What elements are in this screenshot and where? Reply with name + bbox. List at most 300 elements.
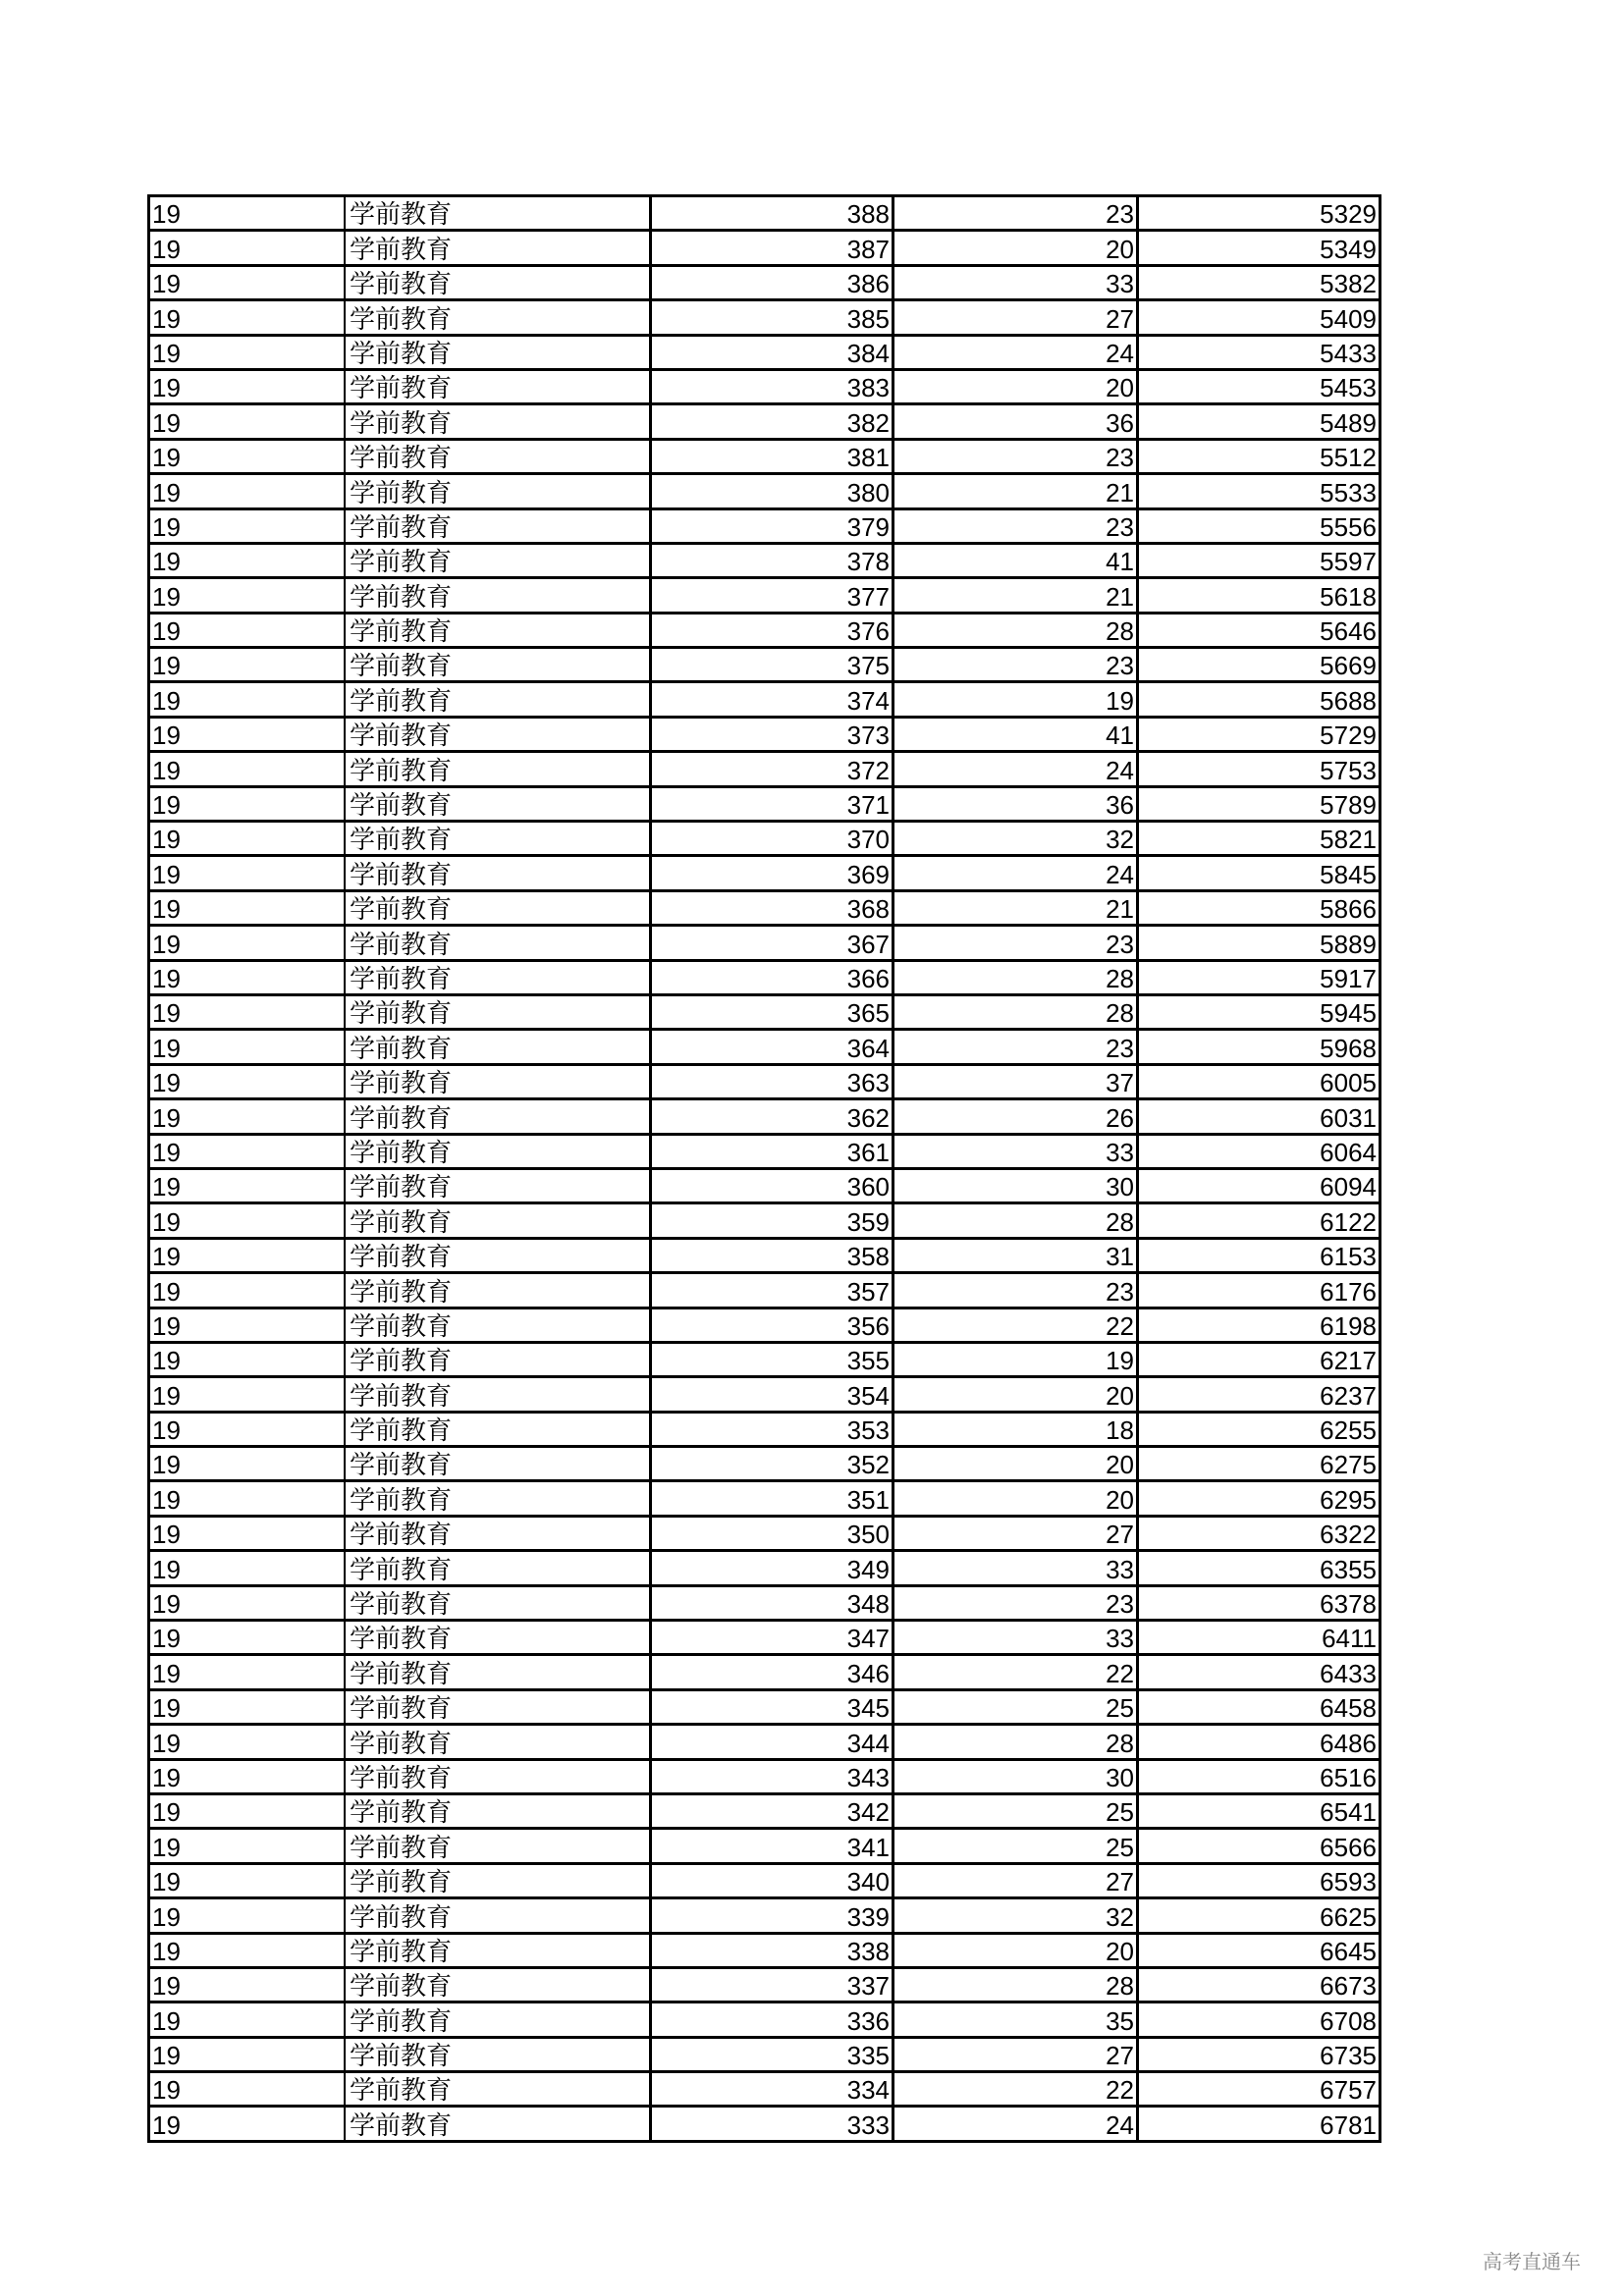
major-cell: 学前教育	[345, 648, 651, 682]
category-cell: 19	[149, 960, 346, 994]
cumulative-cell: 6355	[1138, 1551, 1380, 1585]
cumulative-cell: 6275	[1138, 1447, 1380, 1481]
major-cell: 学前教育	[345, 1168, 651, 1202]
table-row	[149, 1064, 1380, 1098]
table-row	[149, 196, 1380, 231]
table-row	[149, 578, 1380, 613]
major-cell: 学前教育	[345, 1551, 651, 1585]
cumulative-cell: 5618	[1138, 578, 1380, 613]
category-cell: 19	[149, 994, 346, 1029]
category-cell: 19	[149, 1655, 346, 1689]
table-row	[149, 2002, 1380, 2037]
count-cell: 27	[893, 1516, 1138, 1550]
cumulative-cell: 6031	[1138, 1099, 1380, 1134]
category-cell: 19	[149, 1863, 346, 1897]
category-cell: 19	[149, 300, 346, 335]
table-row	[149, 1898, 1380, 1933]
table-row	[149, 1447, 1380, 1481]
table-row	[149, 2107, 1380, 2141]
major-cell: 学前教育	[345, 2072, 651, 2107]
count-cell: 32	[893, 1898, 1138, 1933]
major-cell: 学前教育	[345, 752, 651, 786]
count-cell: 33	[893, 265, 1138, 299]
count-cell: 30	[893, 1168, 1138, 1202]
category-cell: 19	[149, 2037, 346, 2071]
major-cell: 学前教育	[345, 1099, 651, 1134]
table-row	[149, 926, 1380, 960]
cumulative-cell: 6566	[1138, 1829, 1380, 1863]
count-cell: 35	[893, 2002, 1138, 2037]
score-cell: 353	[651, 1412, 893, 1446]
major-cell: 学前教育	[345, 1203, 651, 1238]
table-row	[149, 1168, 1380, 1202]
score-cell: 346	[651, 1655, 893, 1689]
table-row	[149, 1273, 1380, 1308]
category-cell: 19	[149, 508, 346, 543]
cumulative-cell: 6735	[1138, 2037, 1380, 2071]
score-cell: 367	[651, 926, 893, 960]
score-cell: 338	[651, 1933, 893, 1967]
cumulative-cell: 6757	[1138, 2072, 1380, 2107]
table-row	[149, 335, 1380, 369]
cumulative-cell: 6781	[1138, 2107, 1380, 2141]
score-cell: 380	[651, 474, 893, 508]
table-row	[149, 717, 1380, 751]
count-cell: 23	[893, 439, 1138, 473]
category-cell: 19	[149, 369, 346, 403]
major-cell: 学前教育	[345, 335, 651, 369]
table-row	[149, 1342, 1380, 1376]
major-cell: 学前教育	[345, 2107, 651, 2141]
table-row	[149, 1585, 1380, 1620]
count-cell: 41	[893, 717, 1138, 751]
cumulative-cell: 5945	[1138, 994, 1380, 1029]
major-cell: 学前教育	[345, 543, 651, 577]
table-row	[149, 1655, 1380, 1689]
table-row	[149, 1099, 1380, 1134]
table-row	[149, 1308, 1380, 1342]
count-cell: 37	[893, 1064, 1138, 1098]
table-row	[149, 2072, 1380, 2107]
score-cell: 354	[651, 1377, 893, 1412]
major-cell: 学前教育	[345, 1377, 651, 1412]
score-cell: 345	[651, 1689, 893, 1724]
count-cell: 21	[893, 578, 1138, 613]
major-cell: 学前教育	[345, 856, 651, 890]
table-row	[149, 1725, 1380, 1759]
major-cell: 学前教育	[345, 439, 651, 473]
cumulative-cell: 6516	[1138, 1759, 1380, 1793]
cumulative-cell: 6176	[1138, 1273, 1380, 1308]
count-cell: 21	[893, 474, 1138, 508]
count-cell: 18	[893, 1412, 1138, 1446]
score-cell: 347	[651, 1621, 893, 1655]
table-row	[149, 1134, 1380, 1168]
score-cell: 349	[651, 1551, 893, 1585]
count-cell: 20	[893, 1447, 1138, 1481]
major-cell: 学前教育	[345, 1759, 651, 1793]
category-cell: 19	[149, 682, 346, 717]
cumulative-cell: 5382	[1138, 265, 1380, 299]
count-cell: 26	[893, 1099, 1138, 1134]
major-cell: 学前教育	[345, 508, 651, 543]
cumulative-cell: 6005	[1138, 1064, 1380, 1098]
count-cell: 23	[893, 1030, 1138, 1064]
count-cell: 28	[893, 1725, 1138, 1759]
table-row	[149, 231, 1380, 265]
category-cell: 19	[149, 786, 346, 821]
score-cell: 343	[651, 1759, 893, 1793]
score-cell: 334	[651, 2072, 893, 2107]
category-cell: 19	[149, 856, 346, 890]
major-cell: 学前教育	[345, 474, 651, 508]
count-cell: 20	[893, 1377, 1138, 1412]
cumulative-cell: 6198	[1138, 1308, 1380, 1342]
table-row	[149, 404, 1380, 439]
category-cell: 19	[149, 2002, 346, 2037]
category-cell: 19	[149, 1481, 346, 1516]
table-row	[149, 752, 1380, 786]
category-cell: 19	[149, 1273, 346, 1308]
category-cell: 19	[149, 717, 346, 751]
count-cell: 33	[893, 1551, 1138, 1585]
cumulative-cell: 5349	[1138, 231, 1380, 265]
cumulative-cell: 5789	[1138, 786, 1380, 821]
major-cell: 学前教育	[345, 994, 651, 1029]
cumulative-cell: 6322	[1138, 1516, 1380, 1550]
category-cell: 19	[149, 822, 346, 856]
count-cell: 36	[893, 404, 1138, 439]
count-cell: 24	[893, 752, 1138, 786]
score-cell: 371	[651, 786, 893, 821]
major-cell: 学前教育	[345, 1621, 651, 1655]
major-cell: 学前教育	[345, 682, 651, 717]
major-cell: 学前教育	[345, 1898, 651, 1933]
count-cell: 23	[893, 196, 1138, 231]
major-cell: 学前教育	[345, 196, 651, 231]
count-cell: 23	[893, 926, 1138, 960]
table-row	[149, 856, 1380, 890]
score-cell: 379	[651, 508, 893, 543]
score-cell: 364	[651, 1030, 893, 1064]
table-row	[149, 1863, 1380, 1897]
major-cell: 学前教育	[345, 786, 651, 821]
table-row	[149, 786, 1380, 821]
count-cell: 23	[893, 508, 1138, 543]
cumulative-cell: 5688	[1138, 682, 1380, 717]
cumulative-cell: 5729	[1138, 717, 1380, 751]
table-row	[149, 890, 1380, 925]
category-cell: 19	[149, 1203, 346, 1238]
count-cell: 23	[893, 1585, 1138, 1620]
major-cell: 学前教育	[345, 613, 651, 647]
table-row	[149, 1933, 1380, 1967]
category-cell: 19	[149, 2072, 346, 2107]
score-cell: 340	[651, 1863, 893, 1897]
count-cell: 19	[893, 1342, 1138, 1376]
major-cell: 学前教育	[345, 1134, 651, 1168]
count-cell: 22	[893, 2072, 1138, 2107]
table-row	[149, 1030, 1380, 1064]
count-cell: 32	[893, 822, 1138, 856]
category-cell: 19	[149, 474, 346, 508]
table-row	[149, 682, 1380, 717]
score-cell: 372	[651, 752, 893, 786]
major-cell: 学前教育	[345, 1829, 651, 1863]
category-cell: 19	[149, 1759, 346, 1793]
major-cell: 学前教育	[345, 890, 651, 925]
watermark: 高考直通车	[1483, 2252, 1581, 2273]
score-cell: 335	[651, 2037, 893, 2071]
score-cell: 356	[651, 1308, 893, 1342]
cumulative-cell: 5917	[1138, 960, 1380, 994]
major-cell: 学前教育	[345, 1238, 651, 1272]
score-cell: 333	[651, 2107, 893, 2141]
major-cell: 学前教育	[345, 265, 651, 299]
major-cell: 学前教育	[345, 1689, 651, 1724]
count-cell: 36	[893, 786, 1138, 821]
category-cell: 19	[149, 404, 346, 439]
major-cell: 学前教育	[345, 926, 651, 960]
cumulative-cell: 6378	[1138, 1585, 1380, 1620]
category-cell: 19	[149, 648, 346, 682]
major-cell: 学前教育	[345, 300, 651, 335]
table-row	[149, 613, 1380, 647]
count-cell: 27	[893, 300, 1138, 335]
table-row	[149, 1621, 1380, 1655]
score-cell: 369	[651, 856, 893, 890]
score-cell: 374	[651, 682, 893, 717]
major-cell: 学前教育	[345, 1967, 651, 2002]
table-row	[149, 1967, 1380, 2002]
major-cell: 学前教育	[345, 578, 651, 613]
table-row	[149, 1203, 1380, 1238]
count-cell: 24	[893, 2107, 1138, 2141]
cumulative-cell: 6295	[1138, 1481, 1380, 1516]
major-cell: 学前教育	[345, 404, 651, 439]
cumulative-cell: 6625	[1138, 1898, 1380, 1933]
cumulative-cell: 5669	[1138, 648, 1380, 682]
count-cell: 21	[893, 890, 1138, 925]
category-cell: 19	[149, 1621, 346, 1655]
category-cell: 19	[149, 752, 346, 786]
score-cell: 361	[651, 1134, 893, 1168]
cumulative-cell: 5489	[1138, 404, 1380, 439]
major-cell: 学前教育	[345, 1725, 651, 1759]
table-row	[149, 2037, 1380, 2071]
major-cell: 学前教育	[345, 1793, 651, 1828]
cumulative-cell: 5597	[1138, 543, 1380, 577]
category-cell: 19	[149, 2107, 346, 2141]
category-cell: 19	[149, 1377, 346, 1412]
count-cell: 28	[893, 1967, 1138, 2002]
category-cell: 19	[149, 1099, 346, 1134]
count-cell: 25	[893, 1829, 1138, 1863]
count-cell: 20	[893, 231, 1138, 265]
category-cell: 19	[149, 543, 346, 577]
major-cell: 学前教育	[345, 1863, 651, 1897]
count-cell: 28	[893, 994, 1138, 1029]
score-cell: 381	[651, 439, 893, 473]
count-cell: 27	[893, 1863, 1138, 1897]
cumulative-cell: 6094	[1138, 1168, 1380, 1202]
score-cell: 358	[651, 1238, 893, 1272]
count-cell: 25	[893, 1793, 1138, 1828]
score-cell: 382	[651, 404, 893, 439]
category-cell: 19	[149, 1134, 346, 1168]
major-cell: 学前教育	[345, 1447, 651, 1481]
cumulative-cell: 6153	[1138, 1238, 1380, 1272]
count-cell: 24	[893, 335, 1138, 369]
score-cell: 386	[651, 265, 893, 299]
score-cell: 339	[651, 1898, 893, 1933]
score-cell: 368	[651, 890, 893, 925]
cumulative-cell: 6217	[1138, 1342, 1380, 1376]
cumulative-cell: 5646	[1138, 613, 1380, 647]
category-cell: 19	[149, 1516, 346, 1550]
table-row	[149, 822, 1380, 856]
score-cell: 363	[651, 1064, 893, 1098]
major-cell: 学前教育	[345, 1342, 651, 1376]
score-cell: 355	[651, 1342, 893, 1376]
major-cell: 学前教育	[345, 1516, 651, 1550]
table-row	[149, 960, 1380, 994]
major-cell: 学前教育	[345, 1655, 651, 1689]
count-cell: 31	[893, 1238, 1138, 1272]
table-row	[149, 300, 1380, 335]
cumulative-cell: 5433	[1138, 335, 1380, 369]
count-cell: 33	[893, 1134, 1138, 1168]
cumulative-cell: 5968	[1138, 1030, 1380, 1064]
cumulative-cell: 6411	[1138, 1621, 1380, 1655]
cumulative-cell: 5753	[1138, 752, 1380, 786]
score-cell: 365	[651, 994, 893, 1029]
major-cell: 学前教育	[345, 1273, 651, 1308]
count-cell: 28	[893, 613, 1138, 647]
category-cell: 19	[149, 1933, 346, 1967]
score-cell: 342	[651, 1793, 893, 1828]
cumulative-cell: 6486	[1138, 1725, 1380, 1759]
score-cell: 341	[651, 1829, 893, 1863]
cumulative-cell: 6458	[1138, 1689, 1380, 1724]
category-cell: 19	[149, 1585, 346, 1620]
table-row	[149, 1481, 1380, 1516]
major-cell: 学前教育	[345, 1933, 651, 1967]
major-cell: 学前教育	[345, 822, 651, 856]
cumulative-cell: 6708	[1138, 2002, 1380, 2037]
table-row	[149, 1829, 1380, 1863]
cumulative-cell: 6433	[1138, 1655, 1380, 1689]
table-row	[149, 1238, 1380, 1272]
category-cell: 19	[149, 890, 346, 925]
table-row	[149, 508, 1380, 543]
score-cell: 376	[651, 613, 893, 647]
cumulative-cell: 6673	[1138, 1967, 1380, 2002]
table-row	[149, 1516, 1380, 1550]
cumulative-cell: 5866	[1138, 890, 1380, 925]
category-cell: 19	[149, 1447, 346, 1481]
category-cell: 19	[149, 231, 346, 265]
score-cell: 388	[651, 196, 893, 231]
category-cell: 19	[149, 1725, 346, 1759]
major-cell: 学前教育	[345, 1481, 651, 1516]
table-row	[149, 648, 1380, 682]
table-row	[149, 1377, 1380, 1412]
category-cell: 19	[149, 1829, 346, 1863]
score-cell: 378	[651, 543, 893, 577]
cumulative-cell: 6064	[1138, 1134, 1380, 1168]
category-cell: 19	[149, 1689, 346, 1724]
count-cell: 22	[893, 1308, 1138, 1342]
score-cell: 377	[651, 578, 893, 613]
cumulative-cell: 5556	[1138, 508, 1380, 543]
count-cell: 24	[893, 856, 1138, 890]
category-cell: 19	[149, 613, 346, 647]
major-cell: 学前教育	[345, 1412, 651, 1446]
score-cell: 366	[651, 960, 893, 994]
score-cell: 351	[651, 1481, 893, 1516]
count-cell: 27	[893, 2037, 1138, 2071]
cumulative-cell: 5821	[1138, 822, 1380, 856]
count-cell: 28	[893, 1203, 1138, 1238]
major-cell: 学前教育	[345, 717, 651, 751]
table-row	[149, 1689, 1380, 1724]
table-row	[149, 369, 1380, 403]
category-cell: 19	[149, 335, 346, 369]
category-cell: 19	[149, 1551, 346, 1585]
score-cell: 350	[651, 1516, 893, 1550]
category-cell: 19	[149, 1308, 346, 1342]
count-cell: 23	[893, 648, 1138, 682]
major-cell: 学前教育	[345, 1308, 651, 1342]
table-row	[149, 1793, 1380, 1828]
score-cell: 336	[651, 2002, 893, 2037]
count-cell: 28	[893, 960, 1138, 994]
category-cell: 19	[149, 1342, 346, 1376]
table-row	[149, 474, 1380, 508]
score-table	[147, 194, 1381, 2143]
major-cell: 学前教育	[345, 960, 651, 994]
table-row	[149, 1412, 1380, 1446]
table-row	[149, 994, 1380, 1029]
table-row	[149, 265, 1380, 299]
count-cell: 19	[893, 682, 1138, 717]
cumulative-cell: 6541	[1138, 1793, 1380, 1828]
cumulative-cell: 6645	[1138, 1933, 1380, 1967]
score-cell: 352	[651, 1447, 893, 1481]
major-cell: 学前教育	[345, 369, 651, 403]
category-cell: 19	[149, 1238, 346, 1272]
major-cell: 学前教育	[345, 231, 651, 265]
category-cell: 19	[149, 578, 346, 613]
table-row	[149, 1759, 1380, 1793]
table-row	[149, 439, 1380, 473]
count-cell: 20	[893, 1481, 1138, 1516]
category-cell: 19	[149, 1412, 346, 1446]
score-cell: 383	[651, 369, 893, 403]
category-cell: 19	[149, 1064, 346, 1098]
category-cell: 19	[149, 1898, 346, 1933]
count-cell: 30	[893, 1759, 1138, 1793]
score-cell: 387	[651, 231, 893, 265]
category-cell: 19	[149, 439, 346, 473]
cumulative-cell: 5889	[1138, 926, 1380, 960]
score-cell: 362	[651, 1099, 893, 1134]
cumulative-cell: 5845	[1138, 856, 1380, 890]
cumulative-cell: 6255	[1138, 1412, 1380, 1446]
category-cell: 19	[149, 1793, 346, 1828]
count-cell: 25	[893, 1689, 1138, 1724]
